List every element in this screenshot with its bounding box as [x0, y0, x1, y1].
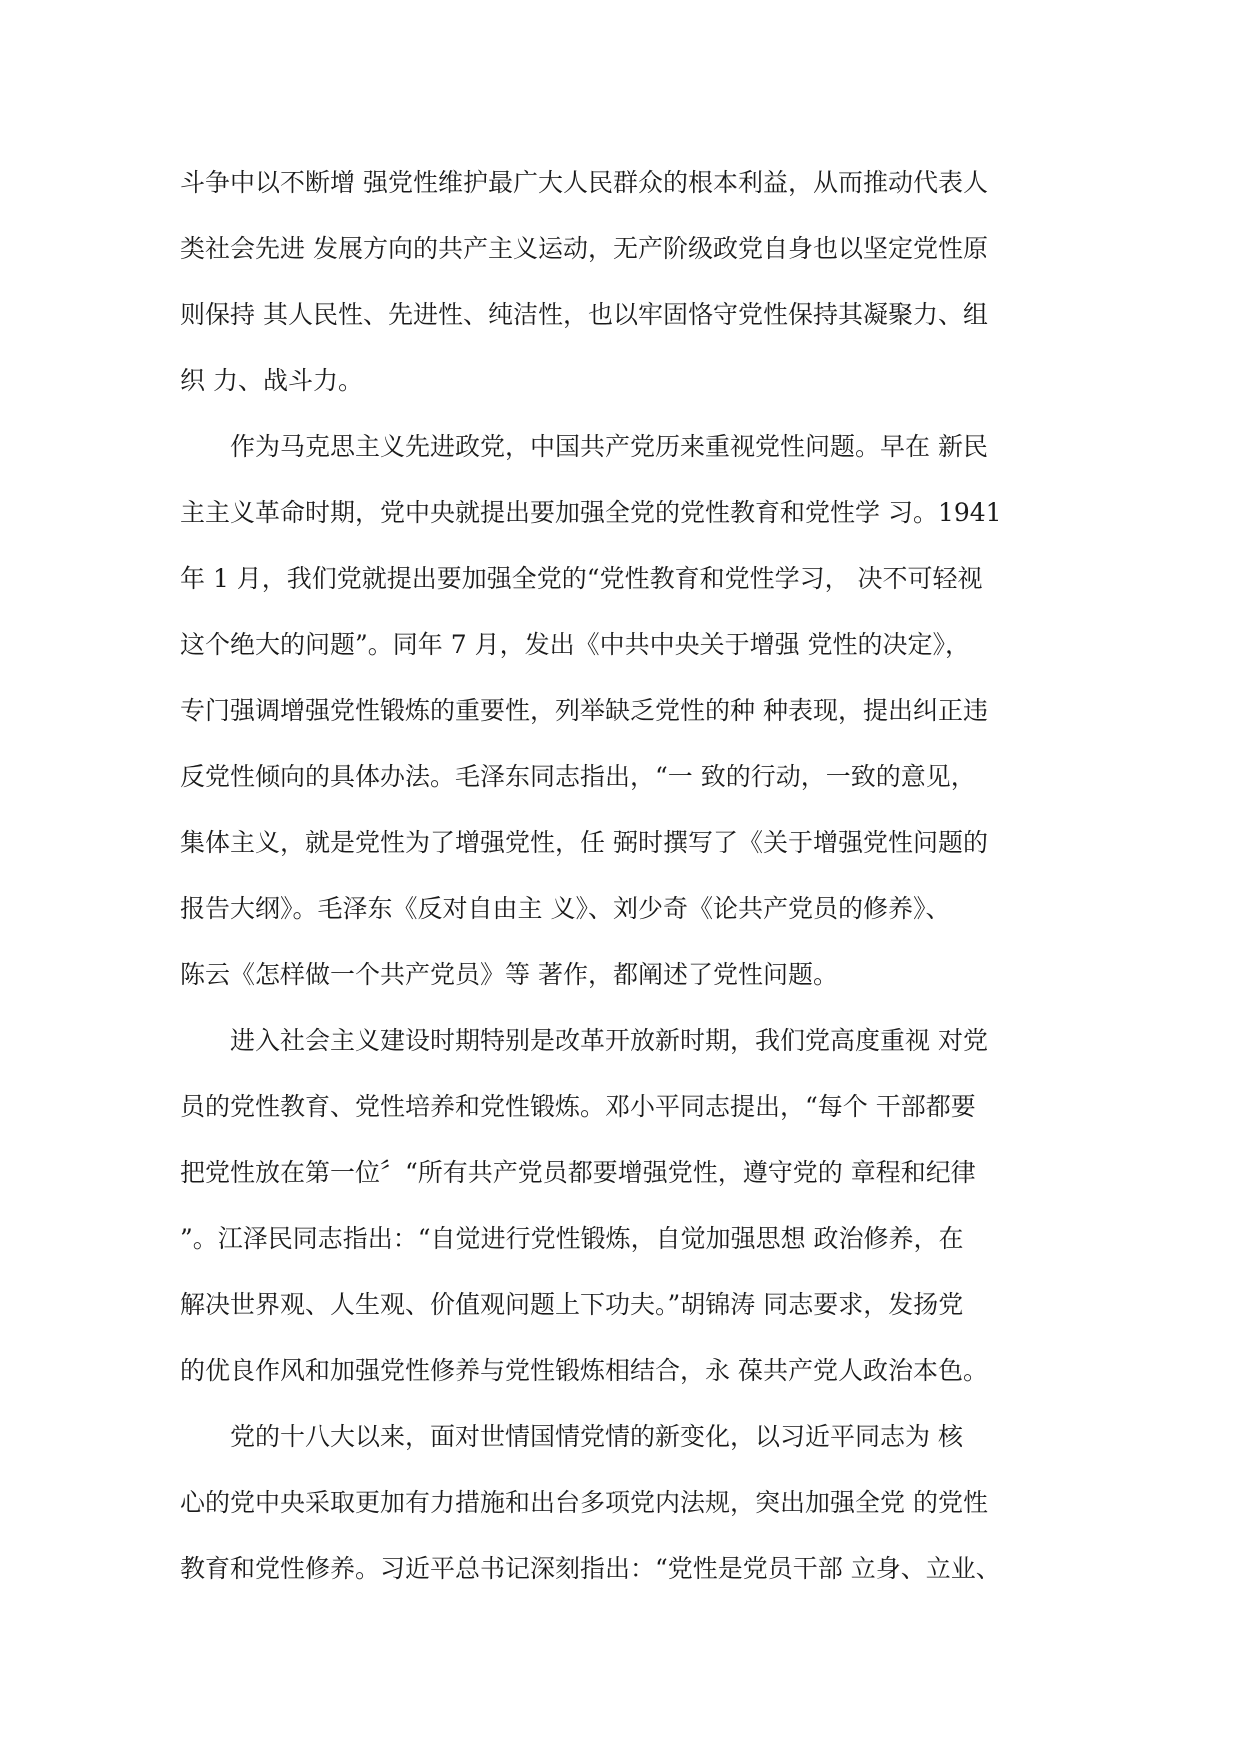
- paragraph-2-line-8: 报告大纲》。毛泽东《反对自由主 义》、刘少奇《论共产党员的修养》、: [180, 894, 951, 923]
- paragraph-1-line-3: 则保持 其人民性、先进性、纯洁性，也以牢固恪守党性保持其凝聚力、组: [180, 300, 988, 329]
- paragraph-2-line-3: 年 1 月，我们党就提出要加强全党的“党性教育和党性学习， 决不可轻视: [180, 564, 983, 593]
- paragraph-3-line-5: 解决世界观、人生观、价值观问题上下功夫。”胡锦涛 同志要求，发扬党: [180, 1290, 964, 1319]
- paragraph-2-line-6: 反党性倾向的具体办法。毛泽东同志指出，“一 致的行动，一致的意见，: [180, 762, 976, 791]
- paragraph-1-line-1: 斗争中以不断增 强党性维护最广大人民群众的根本利益，从而推动代表人: [180, 168, 988, 197]
- paragraph-2-line-4: 这个绝大的问题”。同年 7 月，发出《中共中央关于增强 党性的决定》，: [180, 630, 971, 659]
- paragraph-2-line-5: 专门强调增强党性锻炼的重要性，列举缺乏党性的种 种表现，提出纠正违: [180, 696, 988, 725]
- paragraph-4-line-2: 心的党中央采取更加有力措施和出台多项党内法规，突出加强全党 的党性: [180, 1488, 988, 1517]
- paragraph-3-line-6: 的优良作风和加强党性修养与党性锻炼相结合，永 葆共产党人政治本色。: [180, 1356, 988, 1385]
- paragraph-3-line-4: ”。江泽民同志指出：“自觉进行党性锻炼，自觉加强思想 政治修养，在: [180, 1224, 964, 1253]
- paragraph-4-line-3: 教育和党性修养。习近平总书记深刻指出：“党性是党员干部 立身、立业、: [180, 1554, 1001, 1583]
- paragraph-3-line-1: 进入社会主义建设时期特别是改革开放新时期，我们党高度重视 对党: [230, 1026, 988, 1055]
- paragraph-1-line-2: 类社会先进 发展方向的共产主义运动，无产阶级政党自身也以坚定党性原: [180, 234, 988, 263]
- paragraph-1-line-4: 织 力、战斗力。: [180, 366, 363, 395]
- paragraph-2-line-9: 陈云《怎样做一个共产党员》等 著作，都阐述了党性问题。: [180, 960, 838, 989]
- paragraph-3-line-3: 把党性放在第一位〞“所有共产党员都要增强党性，遵守党的 章程和纪律: [180, 1158, 976, 1187]
- paragraph-4-line-1: 党的十八大以来，面对世情国情党情的新变化，以习近平同志为 核: [230, 1422, 963, 1451]
- document-body: [180, 150, 1080, 1602]
- paragraph-2-line-7: 集体主义，就是党性为了增强党性，任 弼时撰写了《关于增强党性问题的: [180, 828, 988, 857]
- paragraph-2-line-1: 作为马克思主义先进政党，中国共产党历来重视党性问题。早在 新民: [230, 432, 988, 461]
- paragraph-3-line-2: 员的党性教育、党性培养和党性锻炼。邓小平同志提出，“每个 干部都要: [180, 1092, 976, 1121]
- paragraph-2-line-2: 主主义革命时期，党中央就提出要加强全党的党性教育和党性学 习。1941: [180, 498, 1002, 527]
